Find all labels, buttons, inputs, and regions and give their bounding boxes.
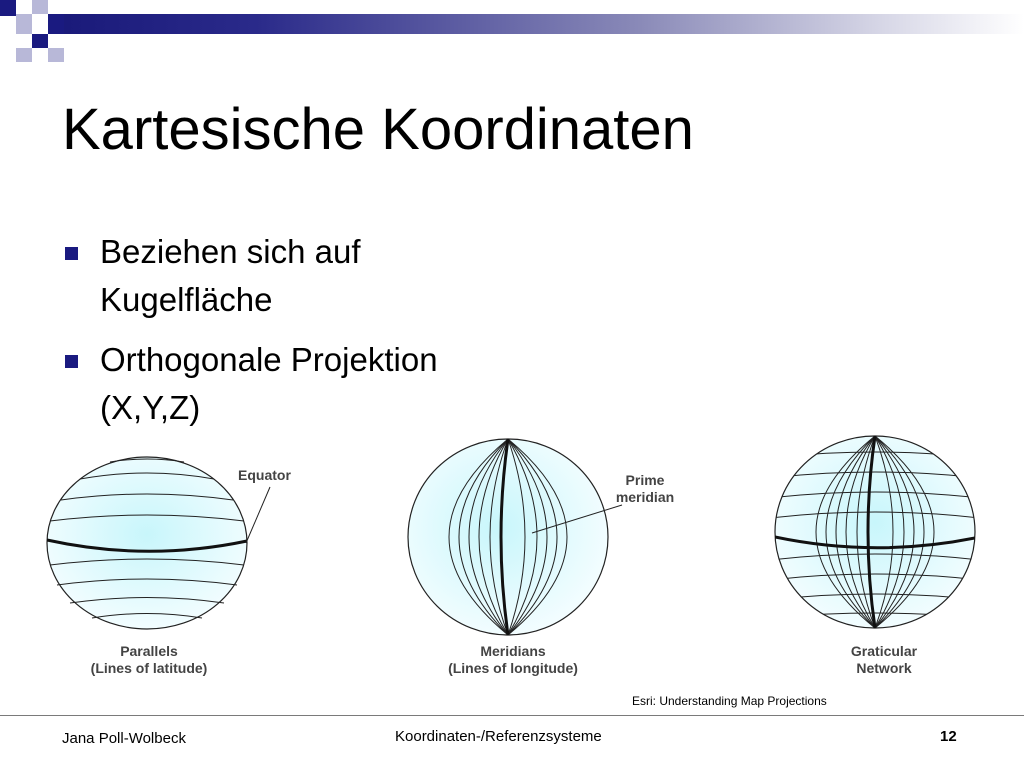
caption-line: (Lines of longitude): [448, 660, 578, 676]
bullet-item: [62, 336, 480, 432]
footer-topic: Koordinaten-/Referenzsysteme: [395, 728, 602, 745]
caption-line: Parallels: [120, 643, 178, 659]
graticule-caption: [834, 643, 934, 677]
globe-meridians: [400, 430, 700, 640]
decor-square: [16, 14, 32, 34]
caption-line: (Lines of latitude): [90, 660, 208, 676]
caption-line: Graticular: [850, 643, 918, 659]
globe-parallels: [40, 440, 340, 640]
decor-square: [48, 14, 64, 34]
meridians-caption: [438, 643, 588, 677]
equator-callout: Equator: [238, 467, 291, 483]
slide-title: Kartesische Koordinaten: [62, 97, 694, 162]
caption-line: Network: [856, 660, 912, 676]
bullet-item: [62, 228, 480, 324]
parallels-caption: [84, 643, 214, 677]
footer-author: Jana Poll-Wolbeck: [62, 730, 186, 747]
decor-square: [32, 0, 48, 14]
bullet-text: Beziehen sich auf Kugelfläche: [100, 233, 361, 318]
callout-line: Prime: [625, 472, 665, 488]
globe-graticule: [770, 430, 990, 640]
bullet-square-icon: [65, 355, 78, 368]
header-decoration: [0, 0, 1024, 64]
image-source: Esri: Understanding Map Projections: [632, 694, 827, 708]
bullet-square-icon: [65, 247, 78, 260]
bullet-text: Orthogonale Projektion (X,Y,Z): [100, 341, 438, 426]
page-number: 12: [940, 728, 957, 745]
prime-meridian-callout: [610, 472, 680, 506]
footer-divider: [0, 715, 1024, 716]
decor-square: [48, 48, 64, 62]
caption-line: Meridians: [480, 643, 546, 659]
decor-square: [16, 48, 32, 62]
decor-square: [32, 34, 48, 48]
bullet-list: [62, 228, 480, 444]
callout-line: meridian: [615, 489, 675, 505]
decor-square: [0, 0, 16, 16]
header-gradient-bar: [64, 14, 1024, 34]
